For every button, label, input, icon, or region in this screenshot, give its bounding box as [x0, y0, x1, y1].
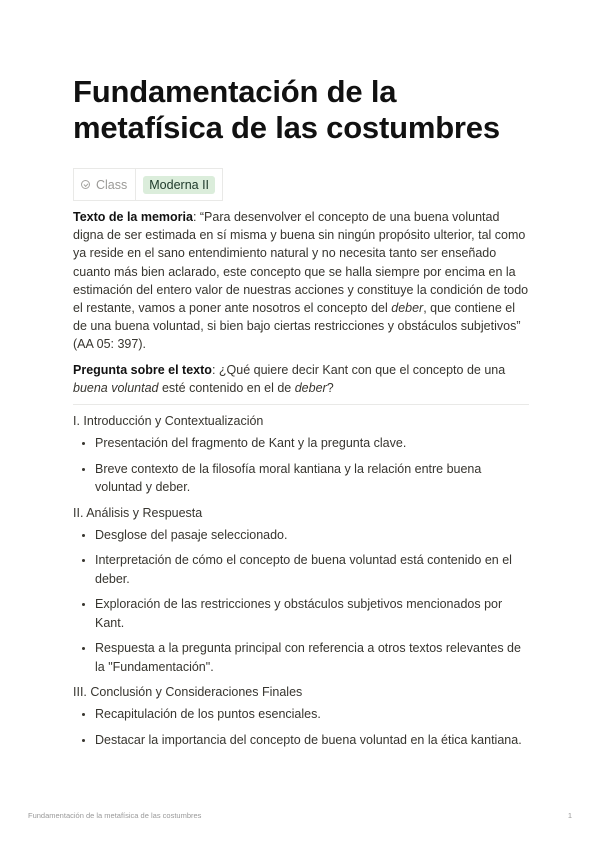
- pregunta-text-a: : ¿Qué quiere decir Kant con que el concepto de una: [211, 362, 506, 377]
- class-tag: Moderna II: [143, 176, 215, 194]
- title-line-1: Fundamentación de la: [73, 74, 397, 109]
- list-item: • Interpretación de cómo el concepto de buena voluntad está contenido en el deber.: [95, 551, 529, 588]
- memoria-label: Texto de la memoria: [73, 210, 193, 224]
- list-item: • Recapitulación de los puntos esenciales.: [95, 705, 529, 724]
- section-heading: II. Análisis y Respuesta: [73, 505, 203, 520]
- page-number: 1: [567, 811, 572, 820]
- section-heading: III. Conclusión y Consideraciones Finales: [73, 685, 303, 700]
- list-item: • Respuesta a la pregunta principal con referencia a otros textos relevantes de la "Fundamentación".: [95, 639, 529, 676]
- memoria-text-a: : “Para desenvolver el concepto de una buena voluntad digna de ser estimada en sí misma y buena sin ningún propósito ulterior, tal como ya reside en el sano entendimiento natural y no necesita tanto ser enseñado cuanto más bien aclarado, este concepto que se halla siempre por encima en la estimación del entero valor de nuestras acciones y constituye la condición de todo el restante, vamos a poner ante nosotros el concepto del: [73, 210, 529, 316]
- property-value[interactable]: [136, 169, 222, 200]
- property-key-label: Class: [96, 177, 128, 192]
- property-row: [73, 168, 223, 201]
- pregunta-emphasis-b: deber: [294, 380, 327, 395]
- document-page: [73, 74, 529, 756]
- list-item: • Exploración de las restricciones y obstáculos subjetivos mencionados por Kant.: [95, 595, 529, 632]
- page-footer: [28, 811, 572, 820]
- property-key: [74, 169, 136, 200]
- title-line-2: metafísica de las costumbres: [73, 110, 500, 145]
- list-item: • Presentación del fragmento de Kant y la pregunta clave.: [95, 434, 529, 453]
- page-title: [73, 74, 529, 146]
- list-item: • Destacar la importancia del concepto de buena voluntad en la ética kantiana.: [95, 731, 529, 750]
- section-list: [73, 705, 529, 749]
- pregunta-text-b: esté contenido en el de: [158, 380, 295, 395]
- list-item: • Breve contexto de la filosofía moral kantiana y la relación entre buena voluntad y deber.: [95, 460, 529, 497]
- pregunta-emphasis-a: buena voluntad: [73, 380, 159, 395]
- memoria-paragraph: [73, 208, 529, 354]
- memoria-text-b: , que contiene el de una buena voluntad, si bien bajo ciertas restricciones y obstáculos subjetivos” (AA 05: 397).: [73, 301, 521, 352]
- pregunta-text-c: ?: [326, 380, 334, 395]
- section-heading: I. Introducción y Contextualización: [73, 414, 264, 429]
- footer-title: Fundamentación de la metafísica de las costumbres: [28, 811, 202, 820]
- select-property-icon: [81, 180, 90, 189]
- list-item: • Desglose del pasaje seleccionado.: [95, 526, 529, 545]
- section-list: [73, 526, 529, 677]
- memoria-emphasis: deber: [391, 301, 424, 316]
- divider: [73, 404, 529, 405]
- pregunta-label: Pregunta sobre el texto: [73, 362, 212, 377]
- section-list: [73, 434, 529, 497]
- pregunta-paragraph: [73, 361, 529, 397]
